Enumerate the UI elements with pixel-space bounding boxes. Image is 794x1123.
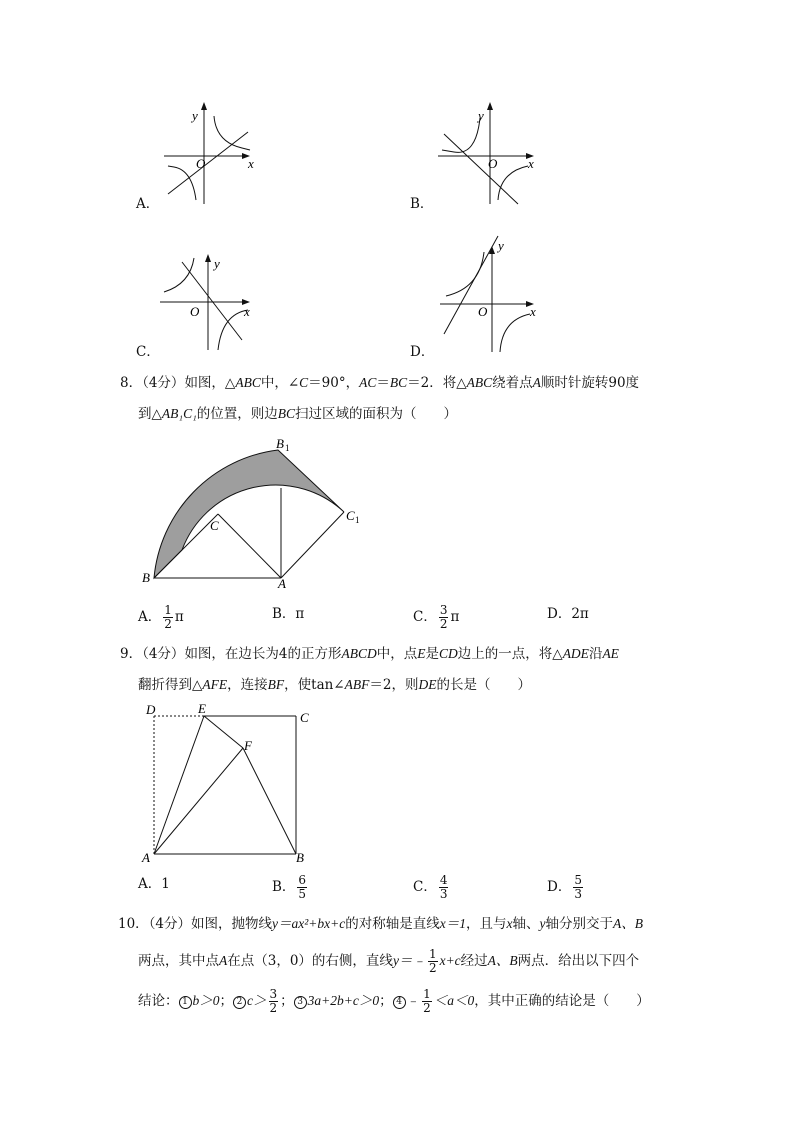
q9-text: 的长是（ ） [436,677,531,693]
q8-var: ABC [235,375,261,390]
q10-number: 10． [118,916,149,932]
q8-var: BC [277,406,296,421]
denominator: 2 [164,617,172,631]
numerator: 4 [439,873,448,887]
q10-var: y＝﹣ [392,953,426,968]
q8-text: 顺时针旋转90度 [540,375,640,391]
choice-label: D． [547,606,572,622]
q8-choice-d [547,604,589,624]
denominator: 2 [269,1001,278,1015]
q10-var: A [219,953,228,968]
q10-text: ，其中正确的结论是（ ） [474,993,650,1009]
circled-number: 1 [179,996,192,1009]
choice-label: B． [272,879,296,895]
q10-score: （4分） [148,916,192,932]
numerator: 1 [428,947,437,961]
q10-equation: y＝ax²+bx+c [272,916,346,931]
q9-var: ABF [344,677,370,692]
q7-option-a-label: A． [136,196,160,212]
choice-suffix: π [174,609,184,625]
q9-segment-FB [243,748,296,854]
q8-number: 8． [120,375,143,391]
q9-segment-AE [154,716,204,854]
q10-conclusion: c＞ [247,993,267,1008]
q8-var: C [299,375,309,390]
q8-label-C1: C [346,508,355,523]
q10-conclusion: ＜a＜0 [433,993,475,1008]
numerator: 3 [439,603,448,617]
q7-option-b [410,100,550,212]
q8-choice-c [413,604,459,631]
q10-conclusion: ﹣ [406,993,421,1009]
q9-text: 翻折得到△ [138,677,203,693]
q9-label-E: E [198,701,206,716]
q9-line1 [120,644,619,664]
fraction [422,988,432,1015]
circled-number: 2 [233,996,246,1009]
q10-var: A、B [613,916,644,931]
q8-label-B1-sub: 1 [285,443,290,453]
q10-sep: ； [219,993,233,1009]
denominator: 2 [423,1001,431,1015]
q10-text: 轴分别交于 [545,916,614,932]
q10-var: y [539,916,546,931]
q9-number: 9． [120,646,143,662]
q7-c-ylabel: y [214,256,220,271]
q8-label-C1-sub: 1 [355,515,360,525]
q9-label-B: B [296,850,304,865]
q8-label-C: C [210,518,219,533]
q7-b-origin: O [488,156,498,171]
q9-var: ADE [562,646,589,661]
q7-d-xlabel: x [530,304,536,319]
q9-text: 中，点 [376,646,418,662]
q9-var: DE [418,677,437,692]
numerator: 1 [423,987,431,1001]
q10-var: x [506,916,513,931]
q9-var: E [417,646,426,661]
q8-var: AC [359,375,377,390]
q9-choice-c [413,874,450,901]
fraction [439,604,449,631]
q9-var: ABCD [341,646,377,661]
q9-text: 是 [425,646,440,662]
fraction [269,988,279,1015]
q10-text: 如图，抛物线 [191,916,273,932]
q7-option-d-label: D． [410,344,435,360]
q10-var: A、B [487,953,518,968]
denominator: 2 [428,961,437,975]
q10-text: 两点，其中点 [138,953,219,969]
q7-b-ylabel: y [478,108,484,123]
q10-sep: ； [379,993,393,1009]
q7-a-ylabel: y [192,108,198,123]
choice-label: B． [272,606,296,622]
fraction [163,604,173,631]
q8-text: ＝90°， [308,375,360,391]
q7-graph-d [440,236,580,360]
q9-var: CD [439,646,458,661]
q7-c-xlabel: x [244,304,250,319]
choice-suffix: π [450,609,460,625]
q7-d-ylabel: y [498,238,504,253]
numerator: 1 [164,603,172,617]
q9-label-A: A [142,850,150,865]
q8-var: A [532,375,541,390]
denominator: 3 [439,887,448,901]
choice-label: D． [547,879,572,895]
q9-label-C: C [300,710,309,725]
q10-var: x+c [439,953,461,968]
q8-label-B1: B [276,436,284,451]
denominator: 3 [574,887,582,901]
q8-text: 到△ [138,406,162,422]
q9-label-D: D [146,702,156,717]
choice-label: C． [413,879,437,895]
fraction [439,874,449,901]
q9-text: 边上的一点，将△ [457,646,563,662]
q9-choice-b [272,874,309,901]
q9-line2 [138,675,531,695]
q7-option-a [136,100,266,212]
q10-text: 两点．给出以下四个 [517,953,640,969]
numerator: 5 [574,873,582,887]
q10-text: 的对称轴是直线 [345,916,440,932]
q8-text: ＝2．将△ [407,375,467,391]
q8-text: 的位置，则边 [196,406,278,422]
q8-var: ABC [466,375,493,390]
q9-label-F: F [244,738,252,753]
q10-conclusion: 3a+2b+c＞0 [307,993,380,1008]
q7-c-origin: O [190,304,200,319]
q7-graph-a [164,100,294,212]
q7-option-d [410,236,550,360]
q7-a-origin: O [196,156,206,171]
fraction [428,948,438,975]
q9-segment-EF [204,716,243,748]
q7-d-origin: O [478,304,488,319]
q7-a-xlabel: x [248,156,254,171]
q9-figure [140,700,330,870]
q9-text: ＝2，则 [369,677,419,693]
q8-text: 如图，△ [184,375,236,391]
q7-graph-b [438,100,568,212]
q8-var: BC [389,375,408,390]
q8-text: 中，∠ [260,375,300,391]
q10-var: x＝1 [439,916,467,931]
q9-var: BF [267,677,285,692]
denominator: 2 [439,617,448,631]
q10-line1 [118,914,643,934]
q8-text: 扫过区域的面积为（ ） [295,406,458,422]
choice-label: C． [413,609,437,625]
q9-choice-d [547,874,585,901]
circled-number: 3 [294,996,307,1009]
q9-segment-AF [154,748,243,854]
q8-line2 [138,404,457,424]
q9-var: AE [602,646,619,661]
q8-text: ＝ [376,375,390,391]
choice-value: 2π [571,606,589,622]
q8-label-B: B [142,570,150,585]
choice-label: A． [138,609,162,625]
q9-score: （4分） [142,646,185,662]
q10-sep: ； [280,993,294,1009]
fraction [297,874,307,901]
q8-label-A: A [278,576,286,591]
q7-option-c-label: C． [136,344,160,360]
denominator: 5 [298,887,307,901]
q10-text: 经过 [460,953,488,969]
numerator: 6 [298,873,307,887]
q10-text: 结论： [138,993,179,1009]
q7-b-xlabel: x [528,156,534,171]
q8-shaded-region [154,450,344,578]
q9-text: ，连接 [227,677,268,693]
fraction [573,874,583,901]
q8-segment-CA [218,514,281,578]
q9-choice-a [138,874,170,894]
q7-option-c [136,252,276,364]
q9-var: AFE [202,677,228,692]
q9-text: 沿 [588,646,603,662]
q7-graph-c [160,252,290,364]
choice-label: A． [138,876,162,892]
q8-var: AB₁C₁ [161,406,197,421]
q8-choice-a [138,604,184,631]
q10-text: 轴、 [512,916,540,932]
q9-text: ，使tan∠ [284,677,345,693]
numerator: 3 [269,987,278,1001]
q10-conclusion: b＞0 [192,993,220,1008]
choice-value: 1 [161,876,170,892]
circled-number: 4 [393,996,406,1009]
q10-line2 [138,948,639,975]
q10-line3 [138,988,650,1015]
q10-text: 在点（3，0）的右侧，直线 [227,953,393,969]
q9-text: 如图，在边长为4的正方形 [184,646,342,662]
q10-text: ，且与 [466,916,507,932]
q7-option-b-label: B． [410,196,434,212]
q8-text: 绕着点 [492,375,533,391]
q8-score: （4分） [142,375,185,391]
q8-segment-AC1 [281,512,344,578]
q8-figure [138,432,378,592]
q8-choice-b [272,604,304,624]
choice-value: π [295,606,305,622]
q8-line1 [120,373,639,393]
